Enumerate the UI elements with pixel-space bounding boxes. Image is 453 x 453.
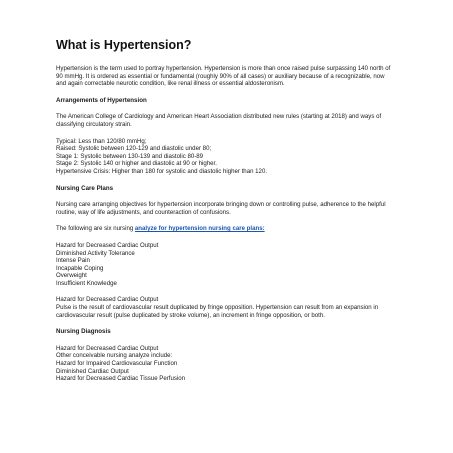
diagnosis-list — [56, 345, 396, 383]
list-item: Hazard for Decreased Cardiac Tissue Perfusion — [56, 375, 186, 383]
list-item: Diminished Cardiac Output — [56, 367, 129, 375]
care-plans-paragraph: Nursing care arranging objectives for hypertension incorporate bringing down or controlling pulse, adherence to the helpful routine, way of life adjustments, and counteraction of confusions. — [56, 201, 386, 216]
document-title: What is Hypertension? — [56, 38, 192, 52]
six-plans-prefix: The following are six nursing — [56, 225, 135, 233]
diagnosis-heading: Nursing Diagnosis — [56, 328, 111, 336]
list-item: Typical: Less than 120/80 mmHg; — [56, 137, 147, 145]
arrangements-paragraph: The American College of Cardiology and American Heart Association distributed new rules (starting at 2018) and ways of classifying circulatory strain. — [56, 113, 382, 128]
list-item: Incapable Coping — [56, 264, 104, 272]
six-plans-intro — [56, 225, 396, 233]
care-plans-heading: Nursing Care Plans — [56, 184, 114, 192]
list-item: Insufficient Knowledge — [56, 279, 117, 287]
list-item: Hypertensive Crisis: Higher than 180 for systolic and diastolic higher than 120. — [56, 167, 268, 175]
list-item: Hazard for Impaired Cardiovascular Function — [56, 360, 178, 368]
stages-list — [56, 138, 396, 176]
list-item: Hazard for Decreased Cardiac Output — [56, 241, 159, 249]
list-item: Stage 1: Systolic between 130-139 and diastolic 80-89 — [56, 152, 204, 160]
list-item: Intense Pain — [56, 257, 90, 265]
six-plans-list — [56, 242, 396, 288]
cardiac-output-title: Hazard for Decreased Cardiac Output — [56, 296, 159, 304]
list-item: Hazard for Decreased Cardiac Output — [56, 344, 159, 352]
list-item: Stage 2: Systolic 140 or higher and diastolic at 90 or higher. — [56, 160, 217, 168]
list-item: Other conceivable nursing analyze include: — [56, 352, 173, 360]
cardiac-output-section — [56, 296, 396, 304]
care-plans-link[interactable]: analyze for hypertension nursing care plans: — [134, 225, 265, 233]
intro-paragraph: Hypertension is the term used to portray hypertension. Hypertension is more than once raised pulse surpassing 140 north of 90 mmHg. It is ordered as essential or fundamental (roughly 90% of all cases) or auxiliary because of a recognizable, now and again correctable neurotic condition, like renal illness or essential aldosteronism. — [56, 65, 391, 88]
arrangements-heading: Arrangements of Hypertension — [56, 96, 147, 104]
list-item: Raised: Systolic between 120-129 and diastolic under 80; — [56, 145, 212, 153]
document-page — [56, 38, 396, 392]
list-item: Overweight — [56, 272, 87, 280]
list-item: Diminished Activity Tolerance — [56, 249, 135, 257]
cardiac-output-paragraph: Pulse is the result of cardiovascular result duplicated by fringe opposition. Hypertension can result from an expansion in cardiovascular result (pulse duplicated by stroke volume), an increment in fringe opposition, or both. — [56, 304, 379, 319]
